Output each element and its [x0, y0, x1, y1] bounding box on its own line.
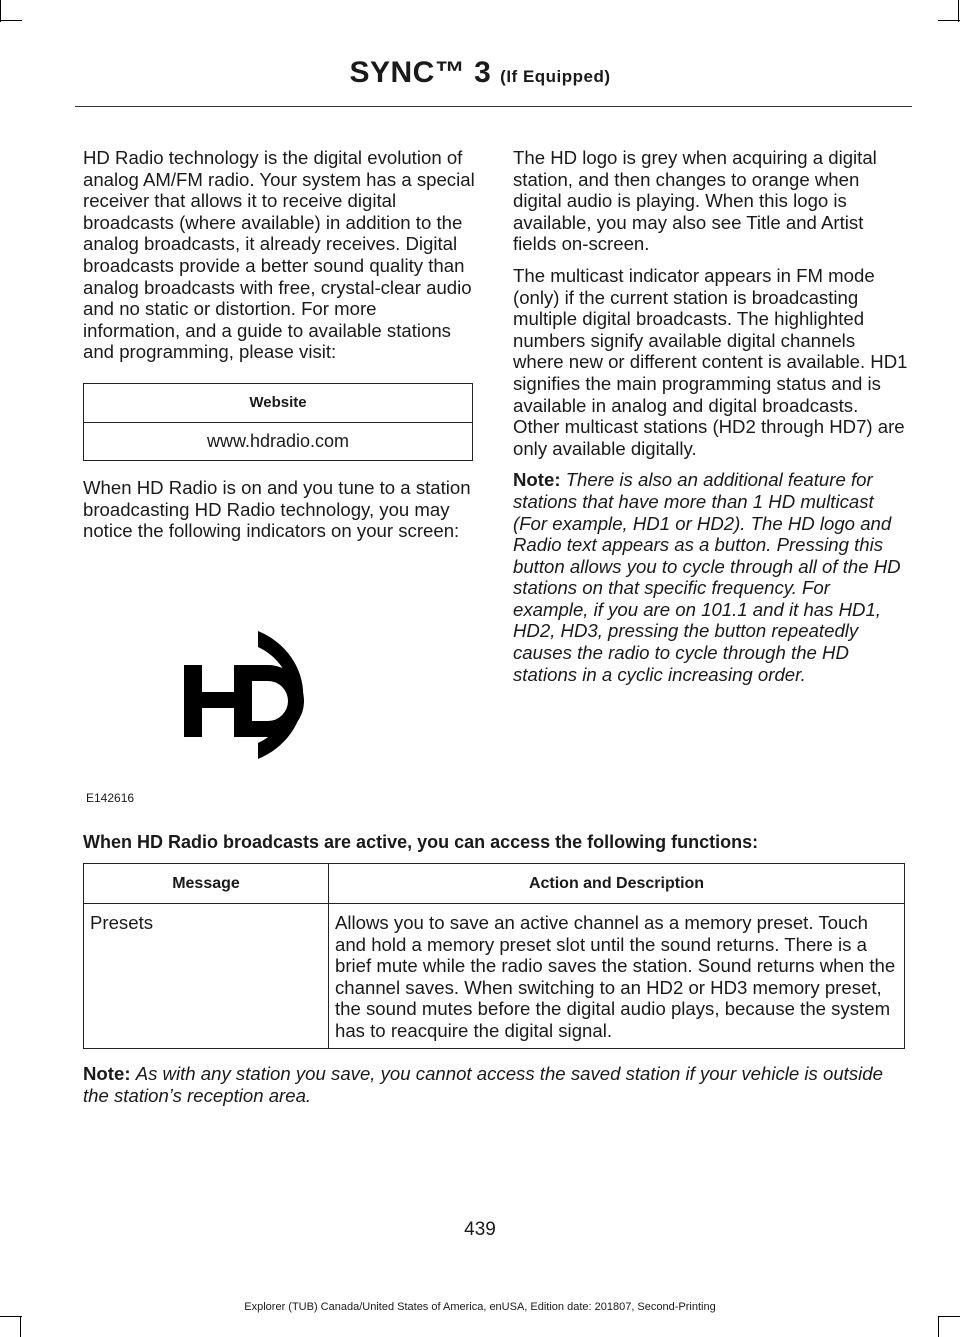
website-table: [83, 383, 473, 461]
crop-mark: [938, 1316, 960, 1317]
intro-paragraph: HD Radio technology is the digital evolution of analog AM/FM radio. Your system has a special receiver that allows it to receive digital broadcasts (where available) in addition to the analog broadcasts, it already receives. Digital broadcasts provide a better sound quality than analog broadcasts with free, crystal-clear audio and no static or distortion. For more information, and a guide to available stations and programming, please visit:: [83, 147, 475, 363]
functions-table: [83, 863, 905, 1049]
note-text: There is also an additional feature for stations that have more than 1 HD multicast (For example, HD1 or HD2). The HD logo and Radio text appears as a button. Pressing this button allows you to cycle through all of the HD stations on that specific frequency. For example, if you are on 101.1 and it has HD1, HD2, HD3, pressing the button repeatedly causes the radio to cycle through the HD stations in a cyclic increasing order.: [513, 469, 901, 685]
image-code: E142616: [86, 791, 135, 805]
page-number: 439: [464, 1219, 496, 1240]
header-title: SYNC™ 3: [349, 56, 492, 89]
multicast-paragraph: The multicast indicator appears in FM mode (only) if the current station is broadcasting multiple digital broadcasts. The highlighted numbers signify available digital channels where new or different content is available. HD1 signifies the main programming status and is available in analog and digital broadcasts. Other multicast stations (HD2 through HD7) are only available digitally.: [513, 264, 908, 459]
hd-logo-paragraph: The HD logo is grey when acquiring a digital station, and then changes to orange when digital audio is playing. When this logo is available, you may also see Title and Artist fields on-screen.: [513, 147, 877, 255]
message-cell: Presets: [84, 904, 329, 1049]
crop-mark: [0, 20, 22, 21]
reception-note: [83, 1063, 913, 1106]
crop-mark: [20, 1316, 21, 1337]
column-header-message: Message: [84, 864, 329, 904]
left-column: [83, 147, 475, 552]
note-label: Note:: [83, 1063, 131, 1084]
indicators-paragraph: When HD Radio is on and you tune to a station broadcasting HD Radio technology, you may notice the following indicators on your screen:: [83, 476, 471, 542]
website-table-header: Website: [84, 383, 473, 422]
right-column: [513, 147, 908, 695]
functions-heading: When HD Radio broadcasts are active, you can access the following functions:: [83, 832, 759, 852]
crop-mark: [0, 1316, 22, 1317]
website-link[interactable]: www.hdradio.com: [84, 422, 473, 460]
crop-mark: [938, 1316, 939, 1337]
crop-mark: [0, 0, 1, 22]
action-cell: Allows you to save an active channel as a memory preset. Touch and hold a memory preset slot until the sound returns. There is a brief mute while the radio saves the station. Sound returns when the channel saves. When switching to an HD2 or HD3 memory preset, the sound mutes before the digital audio plays, because the system has to reacquire the digital signal.: [329, 904, 905, 1049]
note-text: As with any station you save, you cannot access the saved station if your vehicle is outside the station’s reception area.: [83, 1063, 883, 1106]
crop-mark: [938, 20, 960, 21]
footer-text: Explorer (TUB) Canada/United States of America, enUSA, Edition date: 201807, Second-Printing: [244, 1301, 716, 1313]
page-header: [0, 56, 960, 90]
note-label: Note:: [513, 469, 561, 491]
header-divider: [75, 106, 912, 107]
column-header-action: Action and Description: [329, 864, 905, 904]
multicast-note: [513, 469, 908, 685]
table-row: [84, 904, 905, 1049]
header-subtitle: (If Equipped): [500, 67, 611, 86]
crop-mark: [958, 0, 959, 22]
hd-radio-logo-icon: [180, 625, 350, 765]
